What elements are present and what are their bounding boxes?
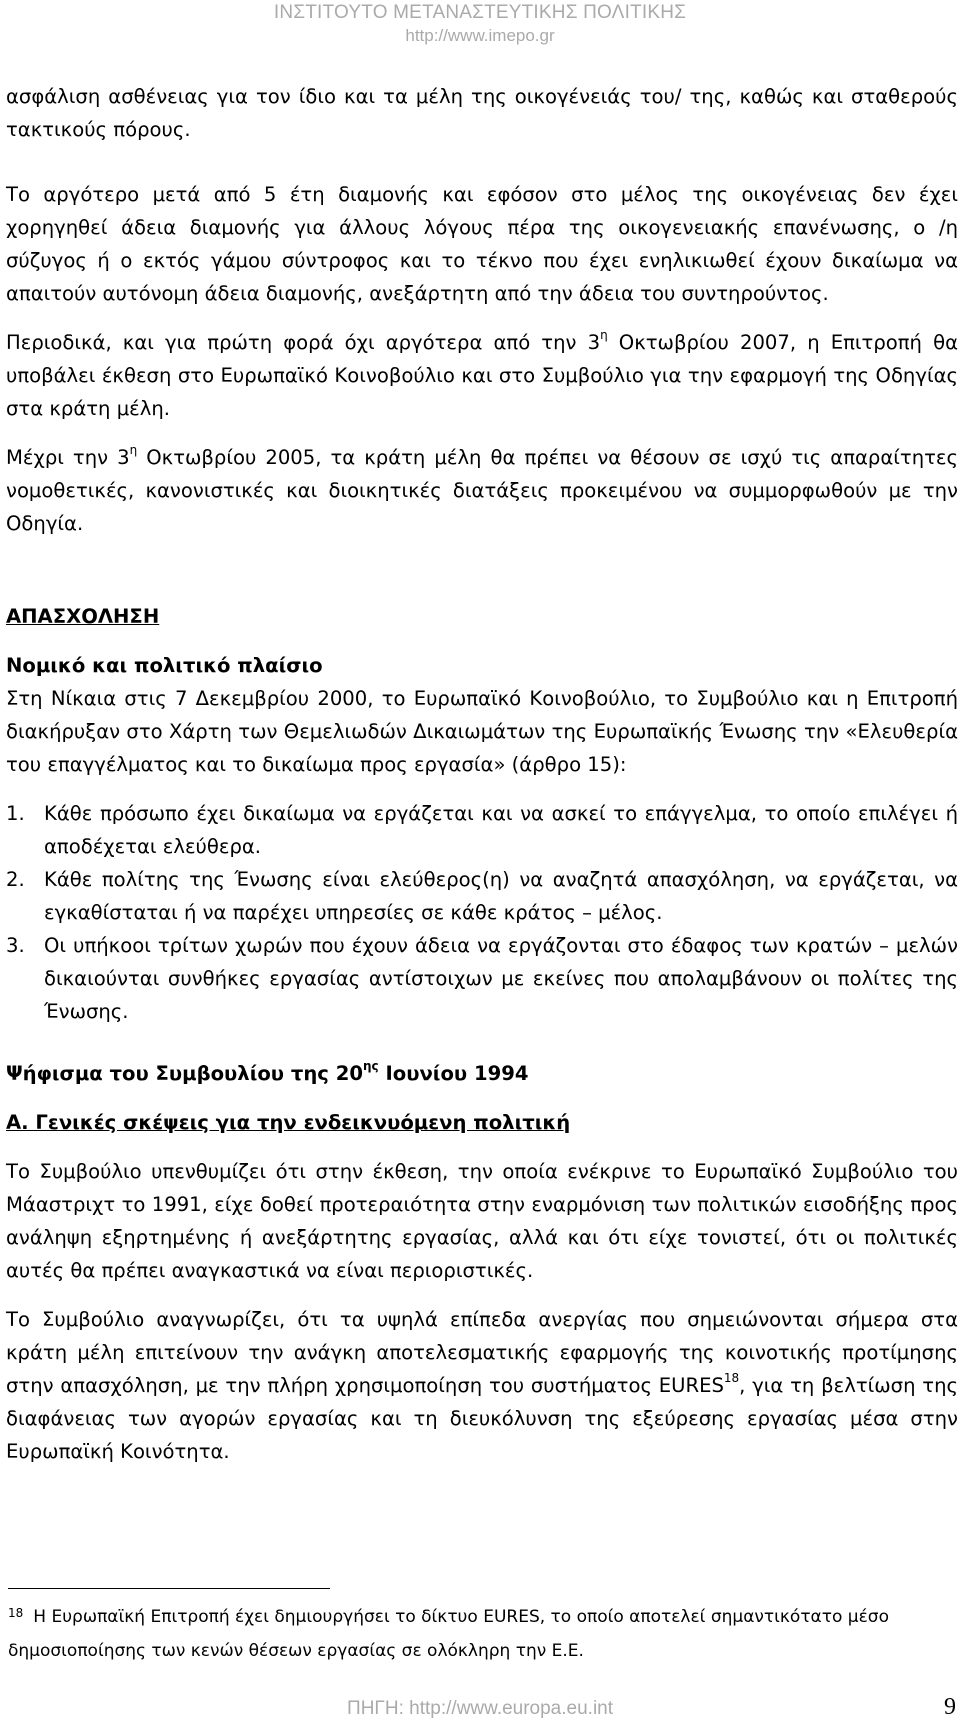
list-item bbox=[6, 929, 958, 1028]
resolution-title bbox=[6, 1057, 958, 1090]
section-a-title: Α. Γενικές σκέψεις για την ενδεικνυόμενη πολιτική bbox=[6, 1111, 571, 1134]
list-number: 2. bbox=[6, 868, 25, 891]
list-item bbox=[6, 863, 958, 929]
text-fragment: Ιουνίου 1994 bbox=[378, 1062, 529, 1085]
footnote-text: Η Ευρωπαϊκή Επιτροπή έχει δημιουργήσει το δίκτυο EURES, το οποίο αποτελεί σημαντικότατο μέσο δημοσιοποίησης των κενών θέσεων εργασίας σε ολόκληρη την Ε.Ε. bbox=[8, 1607, 889, 1661]
article-list bbox=[6, 797, 958, 1028]
list-number: 3. bbox=[6, 934, 25, 957]
list-item bbox=[6, 797, 958, 863]
subsection-title-legal-framework: Νομικό και πολιτικό πλαίσιο bbox=[6, 654, 323, 677]
page-footer-source: ΠΗΓΗ: http://www.europa.eu.int bbox=[346, 1698, 614, 1719]
header-title: ΙΝΣΤΙΤΟΥΤΟ ΜΕΤΑΝΑΣΤΕΥΤΙΚΗΣ ΠΟΛΙΤΙΚΗΣ bbox=[273, 2, 687, 23]
text-fragment: Περιοδικά, και για πρώτη φορά όχι αργότερα από την 3 bbox=[6, 331, 601, 354]
paragraph-charter: Στη Νίκαια στις 7 Δεκεμβρίου 2000, το Ευρωπαϊκό Κοινοβούλιο, το Συμβούλιο και η Επιτροπή διακήρυξαν στο Χάρτη των Θεμελιωδών Δικαιωμάτων της Ευρωπαϊκής Ένωσης την «Ελευθερία του επαγγέλματος και το δικαίωμα προς εργασία» (άρθρο 15): bbox=[6, 687, 958, 776]
paragraph-autonomous-permit: Το αργότερο μετά από 5 έτη διαμονής και εφόσον στο μέλος της οικογένειας δεν έχει χορηγηθεί άδεια διαμονής για άλλους λόγους πέρα της οικογενειακής επανένωσης, ο /η σύζυγος ή ο εκτός γάμου σύντροφος και το τέκνο που έχει ενηλικιωθεί έχουν δικαίωμα να απαιτούν αυτόνομη άδεια διαμονής, ανεξάρτητη από την άδεια του συντηρούντος. bbox=[6, 183, 958, 305]
ordinal-superscript: η bbox=[600, 328, 608, 343]
text-fragment: Το Συμβούλιο αναγνωρίζει, ότι τα υψηλά επίπεδα ανεργίας που σημειώνονται σήμερα στα κράτη μέλη επιτείνουν την ανάγκη αποτελεσματικής εφαρμογής της κοινοτικής προτίμησης στην απασχόληση, με την πλήρη χρησιμοποίηση του συστήματος EURES bbox=[6, 1308, 958, 1397]
list-text: Κάθε πρόσωπο έχει δικαίωμα να εργάζεται και να ασκεί το επάγγελμα, το οποίο επιλέγει ή αποδέχεται ελεύθερα. bbox=[44, 802, 958, 858]
footnote-reference[interactable]: 18 bbox=[723, 1371, 740, 1386]
footnote-divider bbox=[8, 1588, 330, 1589]
list-text: Κάθε πολίτης της Ένωσης είναι ελεύθερος(η) να αναζητά απασχόληση, να εργάζεται, να εγκαθίσταται ή να παρέχει υπηρεσίες σε κάθε κράτος – μέλος. bbox=[44, 868, 958, 924]
list-text: Οι υπήκοοι τρίτων χωρών που έχουν άδεια να εργάζονται στο έδαφος των κρατών – μελών δικαιούνται συνθήκες εργασίας αντίστοιχων με εκείνες που απολαμβάνουν οι πολίτες της Ένωσης. bbox=[44, 934, 958, 1023]
paragraph-periodic-report bbox=[6, 326, 958, 425]
footnote bbox=[8, 1600, 948, 1668]
paragraph-maastricht: Το Συμβούλιο υπενθυμίζει ότι στην έκθεση, την οποία ενέκρινε το Ευρωπαϊκό Συμβούλιο του Μάαστριχτ το 1991, είχε δοθεί προτεραιότητα στην εναρμόνιση των πολιτικών εισοδήξης προς ανάληψη εξηρτημένης ή ανεξάρτητης εργασίας, αλλά και ότι είχε τονιστεί, ότι οι πολιτικές αυτές θα πρέπει αναγκαστικά να είναι περιοριστικές. bbox=[6, 1160, 958, 1282]
ordinal-superscript: ης bbox=[363, 1059, 379, 1074]
section-title-employment: ΑΠΑΣΧΟΛΗΣΗ bbox=[6, 605, 160, 628]
list-number: 1. bbox=[6, 802, 25, 825]
paragraph-health-insurance: ασφάλιση ασθένειας για τον ίδιο και τα μέλη της οικογένειάς του/ της, καθώς και σταθερούς τακτικούς πόρους. bbox=[6, 85, 958, 141]
footnote-number: 18 bbox=[8, 1606, 24, 1620]
text-fragment: Οκτωβρίου 2007, η Επιτροπή θα υποβάλει έκθεση στο Ευρωπαϊκό Κοινοβούλιο και στο Συμβούλιο για την εφαρμογή της Οδηγίας στα κράτη μέλη. bbox=[6, 331, 958, 420]
text-fragment: Οκτωβρίου 2005, τα κράτη μέλη θα πρέπει να θέσουν σε ισχύ τις απαραίτητες νομοθετικές, κανονιστικές και διοικητικές διατάξεις προκειμένου να συμμορφωθούν με την Οδηγία. bbox=[6, 446, 958, 535]
text-fragment: Ψήφισμα του Συμβουλίου της 20 bbox=[6, 1062, 363, 1085]
paragraph-deadline bbox=[6, 441, 958, 540]
paragraph-eures bbox=[6, 1303, 958, 1468]
text-fragment: , για τη βελτίωση της διαφάνειας των αγορών εργασίας και τη διευκόλυνση της εξεύρεσης εργασίας μέσα στην Ευρωπαϊκή Κοινότητα. bbox=[6, 1374, 958, 1463]
ordinal-superscript: η bbox=[129, 443, 138, 458]
page-number: 9 bbox=[944, 1694, 956, 1720]
header-url[interactable]: http://www.imepo.gr bbox=[405, 26, 555, 45]
text-fragment: Μέχρι την 3 bbox=[6, 446, 130, 469]
document-body bbox=[6, 80, 958, 1468]
